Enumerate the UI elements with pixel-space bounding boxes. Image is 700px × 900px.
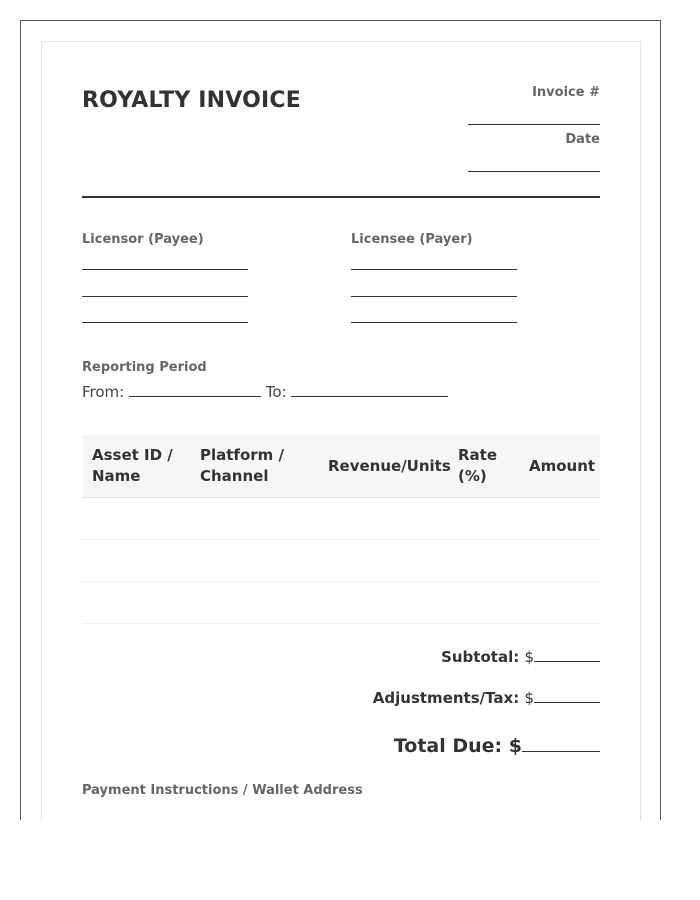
payment-instructions-label: Payment Instructions / Wallet Address [82, 783, 363, 798]
header-revenue: Revenue/Units [328, 457, 451, 475]
from-date-field[interactable] [129, 395, 261, 397]
adjustments-line [373, 689, 600, 707]
table-row[interactable] [82, 582, 600, 624]
invoice-title: ROYALTY INVOICE [82, 88, 301, 113]
header-amount: Amount [529, 457, 596, 475]
subtotal-field[interactable] [534, 660, 600, 662]
header-platform-line1: Platform / [200, 446, 284, 464]
adjustments-label: Adjustments/Tax: [372, 689, 520, 707]
invoice-number-field[interactable] [468, 124, 600, 125]
header-rate-line2: (%) [458, 467, 487, 485]
licensee-line-2[interactable] [351, 296, 517, 297]
royalty-table [82, 435, 600, 624]
adjustments-field[interactable] [534, 701, 600, 703]
header-asset-line1: Asset ID / [92, 446, 173, 464]
to-label: To: [265, 383, 287, 401]
subtotal-label: Subtotal: [441, 648, 520, 666]
header-asset-line2: Name [92, 467, 141, 485]
licensor-line-3[interactable] [82, 322, 248, 323]
licensee-line-3[interactable] [351, 322, 517, 323]
to-date-field[interactable] [291, 395, 448, 397]
total-due-field[interactable] [522, 750, 600, 752]
reporting-period-label: Reporting Period [82, 360, 207, 375]
licensee-line-1[interactable] [351, 269, 517, 270]
total-due-currency: $ [508, 735, 522, 757]
date-label: Date [565, 132, 600, 147]
adjustments-currency: $ [524, 689, 534, 707]
table-row[interactable] [82, 540, 600, 582]
subtotal-currency: $ [524, 648, 534, 666]
header-platform [200, 445, 284, 487]
licensor-label: Licensor (Payee) [82, 232, 204, 247]
table-header [82, 435, 600, 498]
licensee-label: Licensee (Payer) [351, 232, 473, 247]
date-field[interactable] [468, 171, 600, 172]
table-row[interactable] [82, 498, 600, 540]
invoice-number-label: Invoice # [532, 85, 600, 100]
header-asset [92, 445, 173, 487]
total-due-label: Total Due: [393, 735, 503, 757]
header-platform-line2: Channel [200, 467, 269, 485]
from-label: From: [82, 383, 125, 401]
reporting-period-row [82, 383, 448, 401]
header-rate [458, 445, 497, 487]
header-divider [82, 196, 600, 198]
subtotal-line [441, 648, 600, 666]
total-due-line [394, 735, 600, 757]
licensor-line-1[interactable] [82, 269, 248, 270]
header-rate-line1: Rate [458, 446, 498, 464]
licensor-line-2[interactable] [82, 296, 248, 297]
